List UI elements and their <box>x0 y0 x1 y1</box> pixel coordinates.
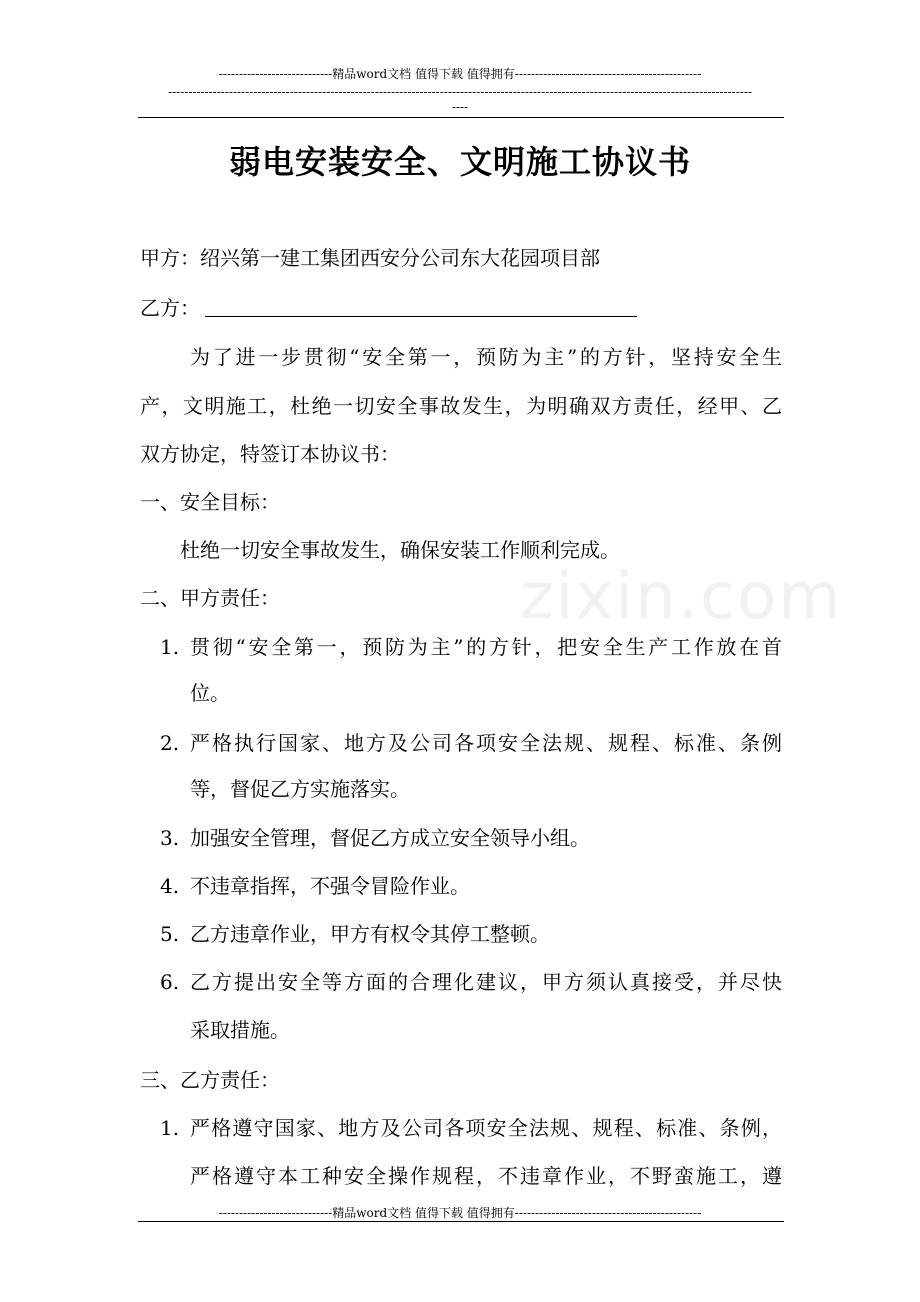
list-item-text: 贯彻“安全第一，预防为主”的方针，把安全生产工作放在首 <box>190 635 782 659</box>
list-item-text: 严格执行国家、地方及公司各项安全法规、规程、标准、条例 <box>190 731 782 755</box>
party-a: 甲方：绍兴第一建工集团西安分公司东大花园项目部 <box>140 246 600 270</box>
intro-line-1: 为了进一步贯彻“安全第一，预防为主”的方针，坚持安全生 <box>190 345 782 369</box>
intro-line-3: 双方协定，特签订本协议书： <box>140 442 400 466</box>
list-item-text: 乙方提出安全等方面的合理化建议，甲方须认真接受，并尽快 <box>190 970 782 994</box>
header-banner: ----------------------------精品word文档 值得下载 值得拥有---------------------------------------------- <box>218 67 702 81</box>
list-item-number: 3. <box>160 826 180 850</box>
footer-rule <box>138 1221 784 1222</box>
list-item-text: 乙方违章作业，甲方有权令其停工整顿。 <box>190 922 550 946</box>
footer-banner: ----------------------------精品word文档 值得下载 值得拥有---------------------------------------------- <box>218 1206 702 1220</box>
list-item-number: 1. <box>160 1116 180 1140</box>
list-item-text-cont: 位。 <box>190 681 230 705</box>
intro-line-2: 产，文明施工，杜绝一切安全事故发生，为明确双方责任，经甲、乙 <box>140 394 782 418</box>
header-dash-line: ------------------------------------------------------------------------------------------------------------------------------------------------ <box>168 85 752 99</box>
party-b-label: 乙方： <box>140 296 200 320</box>
list-item-number: 5. <box>160 922 180 946</box>
party-b-blank-line <box>205 316 637 317</box>
list-item-number: 2. <box>160 731 180 755</box>
list-item-text-cont: 严格遵守本工种安全操作规程，不违章作业，不野蛮施工，遵 <box>190 1164 782 1188</box>
list-item-text-cont: 等，督促乙方实施落实。 <box>190 777 410 801</box>
section-2-heading: 二、甲方责任： <box>140 586 280 610</box>
list-item-number: 4. <box>160 874 180 898</box>
list-item-text-cont: 采取措施。 <box>190 1018 290 1042</box>
document-title: 弱电安装安全、文明施工协议书 <box>228 143 691 181</box>
list-item-text: 加强安全管理，督促乙方成立安全领导小组。 <box>190 826 590 850</box>
list-item-number: 6. <box>160 970 180 994</box>
list-item-text: 不违章指挥，不强令冒险作业。 <box>190 874 470 898</box>
section-1-heading: 一、安全目标： <box>140 490 280 514</box>
watermark: zixin.com <box>520 560 843 634</box>
header-dash-tail: ---- <box>451 100 469 114</box>
list-item-text: 严格遵守国家、地方及公司各项安全法规、规程、标准、条例， <box>190 1116 782 1140</box>
section-1-body: 杜绝一切安全事故发生，确保安装工作顺利完成。 <box>180 538 620 562</box>
header-rule <box>138 117 784 118</box>
section-3-heading: 三、乙方责任： <box>140 1068 280 1092</box>
list-item-number: 1. <box>160 635 180 659</box>
